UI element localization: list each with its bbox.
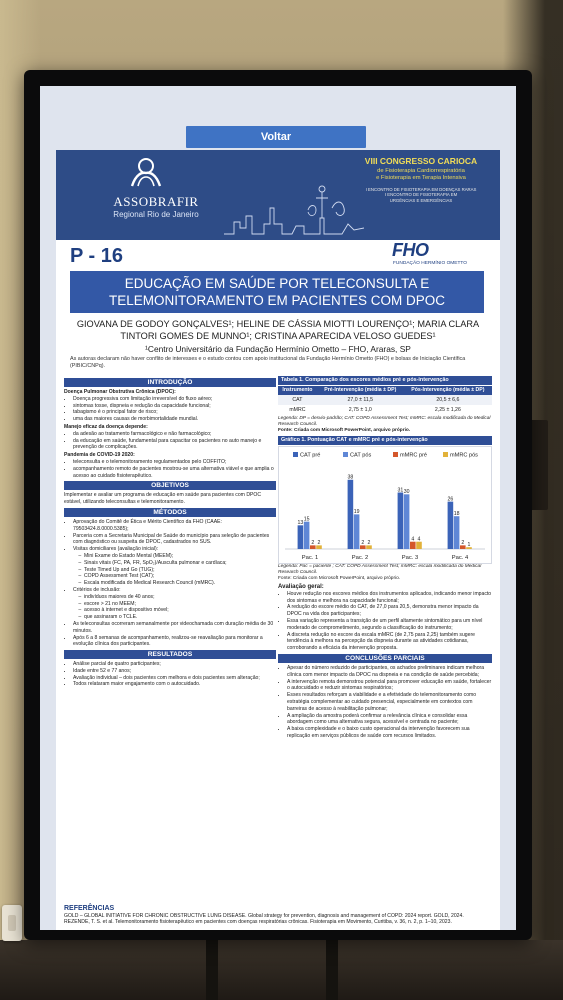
list-item: • A baixa complexidade e o baixo custo operacional da intervenção favorecem sua replicação em serviços públicos de saúde com recursos limitados. — [287, 726, 492, 740]
analise-list — [278, 591, 492, 652]
stand-leg-right — [326, 938, 338, 1000]
bar-value-label: 2 — [311, 540, 315, 547]
list-item: • Houve redução nos escores médios dos instrumentos aplicados, indicando menor impacto dos sintomas e melhora na capacidade funcional; — [287, 591, 492, 605]
list-item: • Aprovação do Comitê de Ética e Mérito Científico da FHO (CAAE: 79503424.8.0000.5385); — [73, 519, 276, 533]
legend-swatch — [393, 452, 398, 457]
visitas-sublist — [73, 553, 276, 587]
authors-line2: TINTORI GOMES DE MUNNO¹; CRISTINA APARECIDA VELOSO GUEDES¹ — [120, 331, 436, 341]
list-item: • teleconsulta e o telemonitoramento regulamentados pelo COFFITO; — [73, 459, 276, 466]
wall-bracket — [530, 420, 548, 510]
section-conclusoes: CONCLUSÕES PARCIAIS — [278, 654, 492, 663]
bar-value-label: 2 — [317, 540, 321, 547]
chart-bar — [416, 542, 422, 549]
congress-extra-3: URGÊNCIAS E EMERGÊNCIAS — [389, 197, 453, 203]
bar-value-label: 1 — [467, 541, 471, 548]
table-cell: 2,25 ± 1,26 — [404, 405, 492, 416]
section-objetivos: OBJETIVOS — [64, 481, 276, 490]
poster-title-line1: EDUCAÇÃO EM SAÚDE POR TELECONSULTA E — [124, 276, 430, 291]
chart-caption: Gráfico 1. Pontuação CAT e mMRC pré e pós-intervenção — [278, 436, 492, 445]
org-region: Regional Rio de Janeiro — [113, 210, 199, 219]
poster-title — [70, 271, 484, 313]
conclusoes-list — [278, 665, 492, 740]
disclaimer: As autoras declaram não haver conflito de interesses e o estudo contou com apoio institucional da Fundação Hermínio Ometto (FHO) e bolsas de Iniciação Científica (PIBIC/CNPq). — [70, 356, 466, 369]
references-heading: REFERÊNCIAS — [64, 905, 115, 912]
congress-subtitle-1: de Fisioterapia Cardiorrespiratória — [377, 168, 465, 174]
analise-title: Avaliação geral: — [278, 583, 324, 590]
x-tick-label: Pac. 2 — [351, 554, 369, 561]
congress-extra-2: I ENCONTRO DE FISIOTERAPIA EM — [384, 192, 458, 198]
list-item: • sintomas tosse, dispneia e redução da capacidade funcional; — [73, 403, 276, 410]
list-item — [73, 546, 276, 587]
poster-banner — [56, 150, 500, 240]
list-item: – Sinais vitais (FC, PA, FR, SpO₂)/Ausculta pulmonar e cardíaca; — [84, 560, 276, 567]
bar-value-label: 2 — [367, 540, 371, 547]
table-legend: Legenda: DP = desvio-padrão; CAT: COPD Assessment Test; mMRC: escala modificada do Medical Research Council. — [278, 416, 491, 428]
chart-bar — [348, 480, 354, 549]
results-table — [278, 386, 492, 416]
poster — [56, 150, 500, 930]
legend-swatch — [293, 452, 298, 457]
legend-label: CAT pré — [300, 452, 321, 459]
list-item: • Essa variação representa a transição de um perfil altamente sintomático para um nível moderado de comprometimento, segundo a classificação do instrumento; — [287, 618, 492, 632]
section-resultados: RESULTADOS — [64, 650, 276, 659]
poster-number: P - 16 — [70, 245, 123, 267]
chart-source: Fonte: Criada com Microsoft PowerPoint, arquivo próprio. — [278, 575, 401, 581]
chart-bar — [298, 525, 304, 549]
resultados-list — [64, 661, 276, 688]
criterios-label: Critérios de inclusão: — [73, 586, 121, 593]
reference-item: REZENDE, T. S. et al. Telemonitoramento fisioterapêutico em pacientes com doenças respiratórias crônicas. Fisioterapia em Movimento, Curitiba, v. 36, n. 2, p. 1–10, 2023. — [64, 919, 452, 926]
bar-value-label: 15 — [303, 516, 310, 523]
list-item: • As teleconsultas ocorreram semanalmente por videochamada com duração média de 30 minutos. — [73, 621, 276, 635]
congress-subtitle-2: e Fisioterapia em Terapia Intensiva — [376, 175, 466, 181]
bar-value-label: 26 — [447, 496, 454, 503]
authors — [66, 318, 490, 342]
legend-label: mMRC pré — [400, 452, 428, 459]
table-header-cell: Instrumento — [278, 386, 317, 395]
table-cell: CAT — [278, 395, 317, 406]
list-item: – indivíduos maiores de 40 anos; — [84, 594, 276, 601]
city-skyline-icon — [224, 178, 364, 236]
list-item: • A ampliação da amostra poderá confirmar a relevância clínica e consolidar essa abordagem como uma alternativa segura, acessível e centrada no paciente; — [287, 713, 492, 727]
section-intro: INTRODUÇÃO — [64, 378, 276, 387]
list-item: • tabagismo é o principal fator de risco; — [73, 409, 276, 416]
manejo-title: Manejo eficaz da doença depende: — [64, 423, 148, 430]
bar-value-label: 18 — [453, 510, 460, 517]
legend-swatch — [343, 452, 348, 457]
bar-value-label: 38 — [347, 474, 354, 481]
light-switch — [2, 905, 22, 941]
list-item: • Esses resultados reforçam a viabilidade e a efetividade do telemonitoramento como estratégia complementar ao cuidado presencial, especialmente em contextos com barreiras de acesso à reabilitação pulmonar; — [287, 692, 492, 712]
table-cell: 2,75 ± 1,0 — [317, 405, 404, 416]
dpoc-title: Doença Pulmonar Obstrutiva Crônica (DPOC): — [64, 389, 176, 395]
chart-legend-text: Legenda: Pac = paciente ; CAT: COPD Assessment Test; mMRC: escala modificada do Medical Research Council. — [278, 563, 482, 575]
metodos-list — [64, 519, 276, 648]
list-item: – Escala modificada do Medical Research Council (mMRC). — [84, 580, 276, 587]
list-item: – que assinaram o TCLE. — [84, 614, 276, 621]
bar-value-label: 2 — [361, 540, 365, 547]
assobrafir-logo-icon — [128, 156, 164, 190]
references — [64, 906, 494, 926]
x-tick-label: Pac. 4 — [451, 554, 469, 561]
congress-subtitle — [348, 168, 494, 182]
poster-title-line2: TELEMONITORAMENTO EM PACIENTES COM DPOC — [108, 293, 446, 308]
list-item — [73, 587, 276, 621]
list-item: – Mini Exame do Estado Mental (MEEM); — [84, 553, 276, 560]
chart-bar — [448, 502, 454, 549]
criterios-sublist — [73, 594, 276, 621]
chart-bar — [304, 522, 310, 549]
left-column — [64, 376, 276, 688]
visitas-label: Visitas domiciliares (avaliação inicial): — [73, 546, 159, 553]
bar-value-label: 2 — [461, 540, 465, 547]
chart-bar — [404, 494, 410, 549]
list-item: • da educação em saúde, fundamental para capacitar os pacientes no auto manejo e prevenção de complicações. — [73, 438, 276, 452]
list-item: • A discreta redução no escore da escala mMRC (de 2,75 para 2,25) também sugere tendência à melhora na percepção da dispneia durante as atividades cotidianas, corroborando a eficácia da intervenção proposta. — [287, 632, 492, 652]
congress-title: VIII CONGRESSO CARIOCA — [364, 156, 478, 166]
list-item: • uma das maiores causas de morbimortalidade mundial. — [73, 416, 276, 423]
x-tick-label: Pac. 1 — [301, 554, 319, 561]
table-cell: 20,5 ± 6,6 — [404, 395, 492, 406]
table-cell: mMRC — [278, 405, 317, 416]
chart-bar — [354, 514, 360, 549]
bar-chart-svg — [279, 447, 491, 563]
bar-chart — [278, 446, 492, 564]
dpoc-list — [64, 396, 276, 423]
legend-label: mMRC pós — [450, 452, 478, 459]
org-name: ASSOBRAFIR — [113, 194, 199, 209]
table-caption: Tabela 1. Comparação dos escores médios pré e pós-intervenção — [278, 376, 492, 385]
bar-value-label: 31 — [397, 487, 404, 494]
bar-value-label: 4 — [411, 536, 415, 543]
list-item: • Doença progressiva com limitação irreversível do fluxo aéreo; — [73, 396, 276, 403]
congress-extra-1: I ENCONTRO DE FISIOTERAPIA EM DOENÇAS RARAS — [365, 187, 477, 192]
list-item: • Após 6 a 8 semanas de acompanhamento, realizou-se reavaliação para monitorar a evolução clínica dos participantes. — [73, 635, 276, 649]
list-item: • acompanhamento remoto de pacientes mostrou-se uma alternativa viável e que amplia o acesso ao cuidado fisioterapêutico. — [73, 466, 276, 480]
table-header-cell: Pós-Intervenção (média ± DP) — [404, 386, 492, 395]
list-item: – COPD Assessment Test (CAT); — [84, 573, 276, 580]
list-item: • Apesar do número reduzido de participantes, os achados preliminares indicam melhora clínica com menor impacto da DPOC na dispneia e na condição de saúde percebida; — [287, 665, 492, 679]
kiosk-screen — [40, 86, 516, 930]
table-row — [278, 405, 492, 416]
list-item: • Análise parcial de quatro participantes; — [73, 661, 276, 668]
list-item: • Idade entre 52 e 77 anos; — [73, 668, 276, 675]
right-column — [278, 376, 492, 740]
list-item: – escore > 21 no MEEM; — [84, 601, 276, 608]
table-header-row — [278, 386, 492, 395]
list-item: • Todos relataram maior engajamento com o autocuidado. — [73, 681, 276, 688]
table-header-cell: Pré-Intervenção (média ± DP) — [317, 386, 404, 395]
fho-logo-sub: FUNDAÇÃO HERMÍNIO OMETTO — [393, 261, 467, 266]
legend-label: CAT pós — [350, 452, 372, 459]
table-source: Fonte: Criada com Microsoft PowerPoint, arquivo próprio. — [278, 428, 411, 434]
chart-bar — [410, 542, 416, 549]
bar-value-label: 19 — [353, 509, 360, 516]
bar-value-label: 30 — [403, 489, 410, 496]
fho-logo: FHO — [392, 240, 429, 260]
affiliation: ¹Centro Universitário da Fundação Hermínio Ometto – FHO, Araras, SP — [145, 344, 411, 354]
pandemia-title: Pandemia de COVID-19 2020: — [64, 452, 135, 459]
list-item: • A redução do escore médio do CAT, de 27,0 para 20,5, demonstra menor impacto da DPOC na vida dos participantes; — [287, 604, 492, 618]
list-item: • Parceria com a Secretaria Municipal de Saúde do município para seleção de pacientes com diagnóstico ou suspeita de DPOC, cadastrados no SUS. — [73, 533, 276, 547]
bar-value-label: 13 — [297, 520, 304, 527]
congress-extras — [348, 187, 494, 203]
list-item: • da adesão ao tratamento farmacológico e não farmacológico; — [73, 431, 276, 438]
authors-line1: GIOVANA DE GODOY GONÇALVES¹; HELINE DE CÁSSIA MIOTTI LOURENÇO¹; MARIA CLARA — [76, 319, 480, 329]
chart-bar — [454, 516, 460, 549]
section-metodos: MÉTODOS — [64, 508, 276, 517]
list-item: – acesso à internet e dispositivo móvel; — [84, 607, 276, 614]
back-button[interactable]: Voltar — [186, 126, 366, 148]
legend-swatch — [443, 452, 448, 457]
objetivos-text: Implementar e avaliar um programa de educação em saúde para pacientes com DPOC estável, utilizando teleconsultas e telemonitoramento. — [64, 492, 262, 506]
reference-item: GOLD – GLOBAL INITIATIVE FOR CHRONIC OBSTRUCTIVE LUNG DISEASE. Global strategy for prevention, diagnosis and management of COPD: 2024 report. GOLD, 2024. — [64, 912, 464, 919]
stand-leg-left — [206, 938, 218, 1000]
list-item: • A intervenção remota demonstrou potencial para promover educação em saúde, fortalecer o autocuidado e reduzir sintomas respiratórios; — [287, 679, 492, 693]
bar-value-label: 4 — [417, 536, 421, 543]
table-cell: 27,0 ± 11,5 — [317, 395, 404, 406]
table-row — [278, 395, 492, 406]
list-item: – Teste Timed Up and Go (TUG); — [84, 567, 276, 574]
floor — [0, 940, 563, 1000]
manejo-list — [64, 431, 276, 451]
list-item: • Avaliação individual – dois pacientes com melhora e dois pacientes sem alteração; — [73, 675, 276, 682]
pandemia-list — [64, 459, 276, 479]
chart-bar — [398, 492, 404, 548]
x-tick-label: Pac. 3 — [401, 554, 419, 561]
